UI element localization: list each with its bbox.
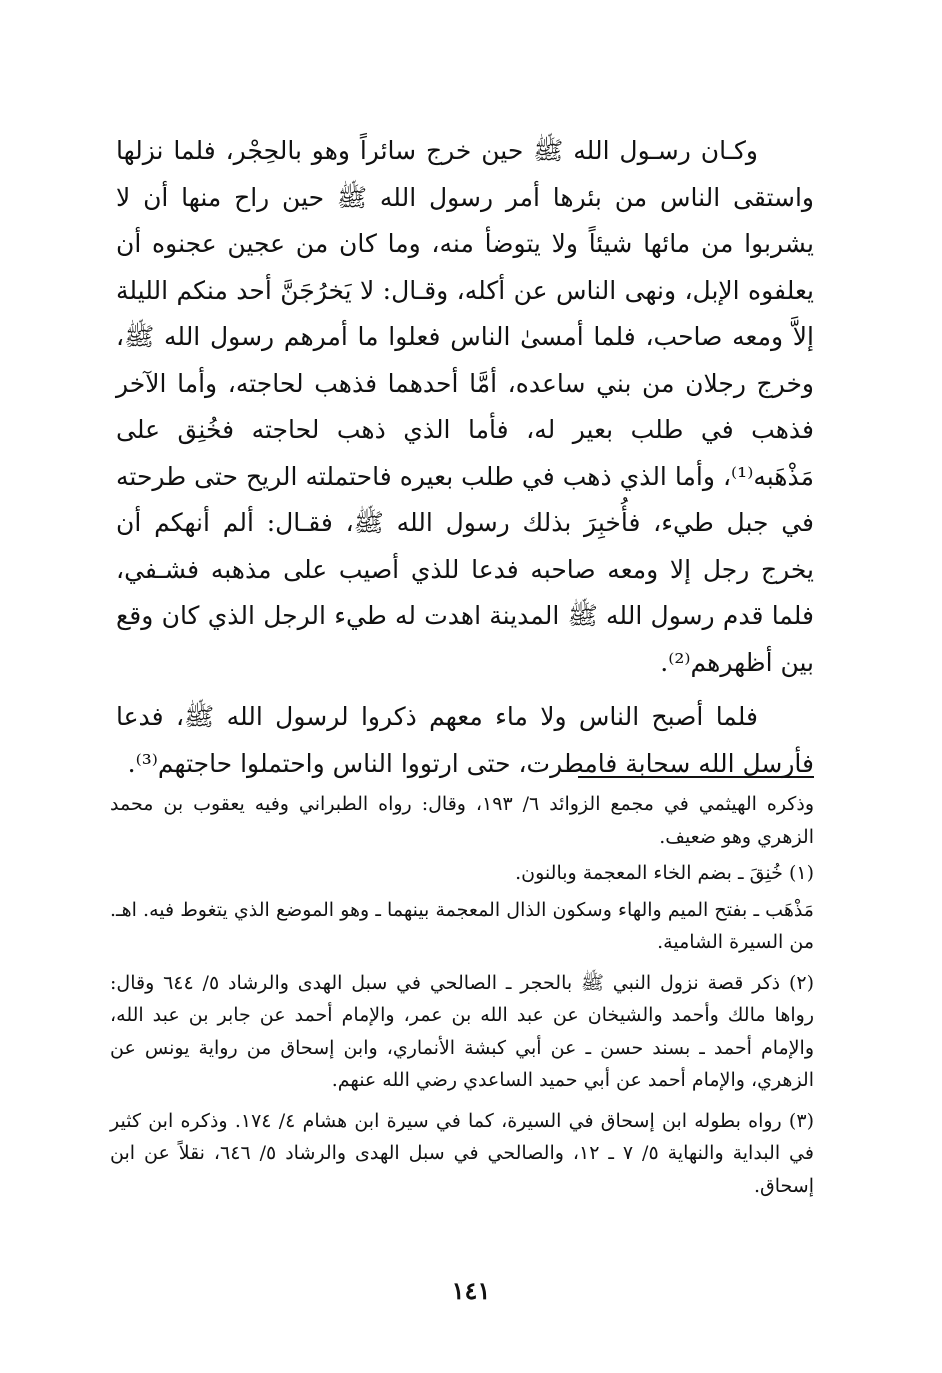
main-text: [116, 128, 814, 795]
footnote-2: (٢) ذكر قصة نزول النبي ﷺ بالحجر ـ الصالحي في سبل الهدى والرشاد ٥/ ٦٤٤ وقال: رواها مالك وأحمد والشيخان عن عبد الله بن عمر، والإمام أحمد عن جابر بن عبد الله، والإمام أحمد ـ بسند حسن ـ عن أبي كبشة الأنماري، وابن إسحاق من رواية يونس عن الزهري، والإمام أحمد عن أبي حميد الساعدي رضي الله عنهم.: [110, 971, 814, 1091]
footnote-divider: [578, 776, 814, 778]
page-number: ١٤١: [451, 1276, 491, 1305]
main-paragraph: وكـان رسـول الله ﷺ حين خرج سائراً وهو بالحِجْر، فلما نزلها واستقى الناس من بئرها أمر رسول الله ﷺ حين راح منها أن لا يشربوا من مائها شيئاً ولا يتوضأ منه، وما كان من عجين عجنوه أن يعلفوه الإبل، ونهى الناس عن أكله، وقـال: لا يَخرُجَنَّ أحد منكم الليلة إلاَّ ومعه صاحب، فلما أمسىٰ الناس فعلوا ما أمرهم رسول الله ﷺ، وخرج رجلان من بني ساعده، أمَّا أحدهما فذهب لحاجته، وأما الآخر فذهب في طلب بعير له، فأما الذي ذهب لحاجته فخُنِق على مَذْهَبه⁽¹⁾، وأما الذي ذهب في طلب بعيره فاحتملته الريح حتى طرحته في جبل طيء، فأُخبِرَ بذلك رسول الله ﷺ، فقـال: ألم أنهكم أن يخرج رجل إلا ومعه صاحبه فدعا للذي أصيب على مذهبه فشـفي، فلما قدم رسول الله ﷺ المدينة اهدت له طيء الرجل الذي كان وقع بين أظهرهم⁽²⁾.: [116, 136, 814, 677]
main-paragraph: فلما أصبح الناس ولا ماء معهم ذكروا لرسول الله ﷺ، فدعا فأرسل الله سحابة فامطرت، حتى ارتووا الناس واحتملوا حاجتهم⁽³⁾.: [116, 702, 814, 778]
footnotes: [110, 788, 814, 1206]
footnote-1-definition: مَذْهَب ـ بفتح الميم والهاء وسكون الذال المعجمة بينهما ـ وهو الموضع الذي يتغوط فيه. اهـ. من السيرة الشامية.: [110, 898, 814, 953]
footnote-1: (١) خُنِقَ ـ بضم الخاء المعجمة وبالنون.: [515, 862, 814, 884]
footnote-continuation: وذكره الهيثمي في مجمع الزوائد ٦/ ١٩٣، وقال: رواه الطبراني وفيه يعقوب بن محمد الزهري وهو ضعيف.: [110, 793, 814, 848]
footnote-3: (٣) رواه بطوله ابن إسحاق في السيرة، كما في سيرة ابن هشام ٤/ ١٧٤. وذكره ابن كثير في البداية والنهاية ٥/ ٧ ـ ١٢، والصالحي في سبل الهدى والرشاد ٥/ ٦٤٦، نقلاً عن ابن إسحاق.: [110, 1109, 814, 1197]
